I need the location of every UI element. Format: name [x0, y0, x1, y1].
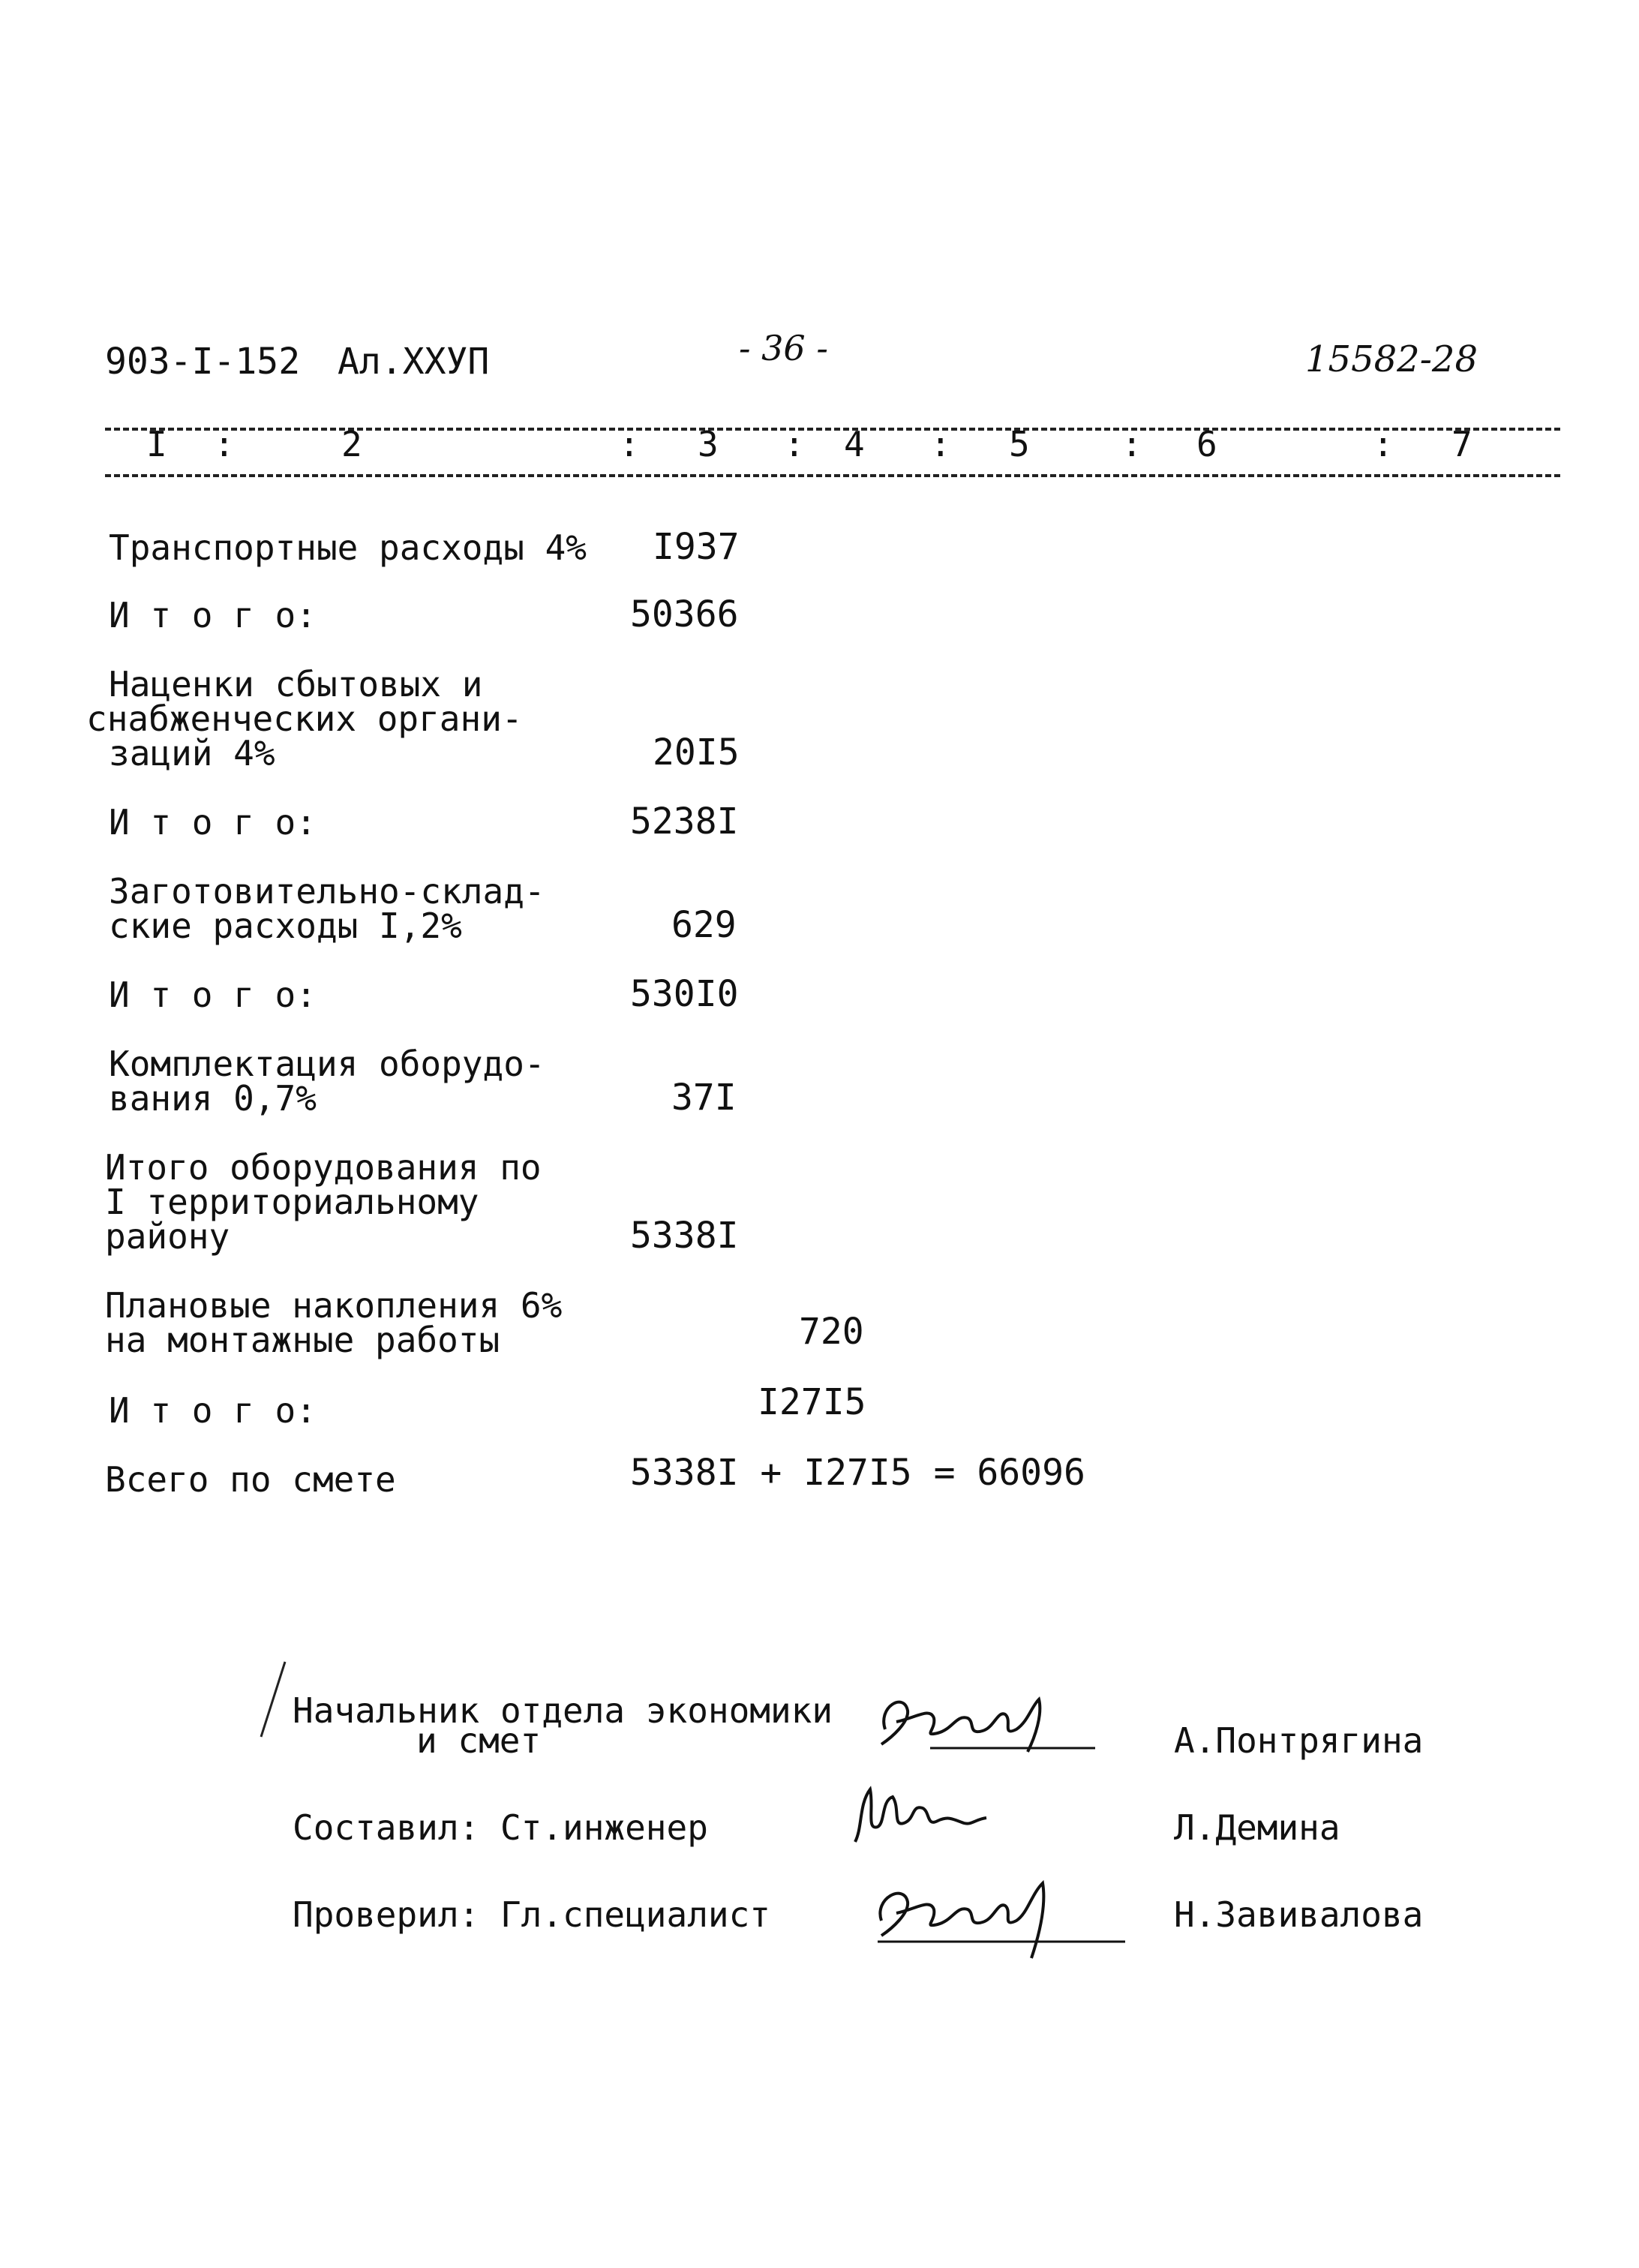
column-separator: : — [784, 424, 805, 464]
row-label-equipment-total-line-1: Итого оборудования по — [105, 1147, 542, 1188]
column-number-3: 3 — [698, 424, 719, 464]
row-label-procurement-line-2: ские расходы I,2% — [109, 906, 462, 946]
row-label-markups-line-3: заций 4% — [109, 733, 275, 774]
row-label-markups-line-2: снабженческих органи- — [86, 698, 523, 739]
column-number-4: 4 — [844, 424, 865, 464]
row-label-planned-savings-line-1: Плановые накопления 6% — [105, 1285, 563, 1326]
row-label-equipment-kit-line-1: Комплектация оборудо- — [109, 1044, 545, 1084]
row-label-total-4: И т о г о: — [109, 1390, 317, 1431]
signatory-2-position: Составил: Ст.инженер — [293, 1807, 708, 1848]
column-separator: : — [214, 424, 235, 464]
row-value-transport: I937 — [653, 526, 740, 568]
row-value-total-1: 50366 — [630, 593, 739, 635]
signatory-1-name: А.Понтрягина — [1174, 1720, 1424, 1761]
row-value-procurement: 629 — [671, 904, 737, 946]
column-number-2: 2 — [341, 424, 362, 464]
row-label-markups-line-1: Наценки сбытовых и — [109, 664, 483, 704]
column-number-7: 7 — [1451, 424, 1472, 464]
row-label-transport: Транспортные расходы 4% — [109, 527, 587, 568]
column-number-6: 6 — [1196, 424, 1217, 464]
row-value-markups: 20I5 — [653, 731, 740, 774]
signatory-1-position-line-2: и смет — [416, 1720, 542, 1761]
page-number: - 36 - — [739, 328, 828, 368]
signatory-2-name: Л.Демина — [1174, 1807, 1340, 1848]
row-value-planned-savings: 720 — [799, 1311, 864, 1353]
album-number: Ал.XXУП — [338, 341, 490, 383]
row-label-equipment-kit-line-2: вания 0,7% — [109, 1078, 317, 1119]
signatory-3-name: Н.Завивалова — [1174, 1894, 1424, 1935]
row-label-total-3: И т о г о: — [109, 975, 317, 1015]
row-label-total-2: И т о г о: — [109, 802, 317, 843]
row-label-total-1: И т о г о: — [109, 595, 317, 635]
column-separator: : — [1121, 424, 1142, 464]
signature-slash-mark — [255, 1658, 293, 1744]
column-number-5: 5 — [1009, 424, 1030, 464]
row-label-planned-savings-line-2: на монтажные работы — [105, 1320, 500, 1360]
row-label-procurement-line-1: Заготовительно-склад- — [109, 871, 545, 912]
row-value-equipment-total: 5338I — [630, 1215, 739, 1257]
row-value-total-2: 5238I — [630, 801, 739, 843]
row-value-total-4: I27I5 — [758, 1381, 866, 1423]
row-value-total-3: 530I0 — [630, 973, 739, 1015]
signatory-1-position-line-1: Начальник отдела экономики — [293, 1690, 833, 1731]
row-label-equipment-total-line-3: району — [105, 1216, 230, 1257]
header-rule-bottom — [105, 474, 1560, 477]
column-separator: : — [1373, 424, 1394, 464]
row-label-grand-total: Всего по смете — [105, 1459, 396, 1500]
signatory-3-position: Проверил: Гл.специалист — [293, 1894, 770, 1935]
row-label-equipment-total-line-2: I территориальному — [105, 1182, 479, 1222]
column-number-1: I — [146, 424, 167, 464]
row-value-grand-total: 5338I + I27I5 = 66096 — [630, 1452, 1085, 1494]
signatory-3-handwritten-signature — [863, 1861, 1133, 1969]
column-separator: : — [930, 424, 951, 464]
signatory-2-handwritten-signature — [840, 1774, 1005, 1860]
project-code: 903-I-152 — [105, 341, 301, 383]
archive-number: 15582-28 — [1305, 338, 1478, 380]
signatory-1-handwritten-signature — [863, 1677, 1103, 1770]
header-rule-top — [105, 428, 1560, 431]
row-value-equipment-kit: 37I — [671, 1077, 737, 1119]
column-separator: : — [619, 424, 640, 464]
